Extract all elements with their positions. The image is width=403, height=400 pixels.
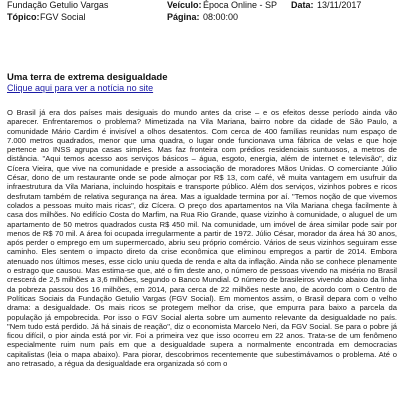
vehicle-value: Época Online - SP — [203, 0, 278, 10]
source-name: Fundação Getulio Vargas — [7, 0, 109, 10]
view-on-site-link[interactable]: Clique aqui para ver a notícia no site — [7, 83, 154, 93]
article-headline: Uma terra de extrema desigualdade — [7, 72, 168, 83]
page-label: Página: — [167, 12, 200, 22]
header-row-1 — [7, 0, 397, 12]
header-row-2 — [7, 12, 397, 24]
article-body: O Brasil já era dos países mais desiguais do mundo antes da crise – e os efeitos desse período ainda vão aparecer. Enfrentaremos o problema? Mimetizada na Vila Mariana, bairro nobre da cidade de São Paulo, a comunidade Mário Cardim é invisível a olhos desatentos. Com cerca de 400 famílias reunidas num espaço de 7.000 metros quadrados, menor que uma quadra, o lugar onde funcionava uma fábrica de velas e que hoje pertence ao INSS agrupa casas simples. Mas faz fronteira com prédios residenciais suntuosos, a metros de distância. "Aqui temos acesso aos serviços básicos – água, esgoto, energia, além de internet e televisão", diz Cícera Vieira, que vive na comunidade e preside a associação de moradores Mãos Unidas. O comerciante Júlio César, dono de um restaurante onde se pode almoçar por R$ 13, com café, vê muita vantagem em usufruir da infraestrutura da Vila Mariana, incluindo hospitais e transporte público. Além dos serviços, vizinhos pobres e ricos desfrutam também de relativa segurança na área. Mas a igualdade termina por aí. "Temos noção de que vivemos colados a pessoas muito mais ricas", diz Cícera. O preço dos apartamentos na Vila Mariana chega facilmente à casa dos milhões. No edifício Costa do Marfim, na Rua Rio Grande, quase vizinho à comunidade, o aluguel de um apartamento de 50 metros quadrados custa R$ 450 mil. Na comunidade, um imóvel de área similar pode sair por menos de R$ 70 mil. A área foi ocupada irregularmente a partir de 1972. Júlio César, morador da área há 30 anos, após perder o emprego em um supermercado, abriu seu próprio comércio. Vários de seus vizinhos seguiram esse caminho. Eles sentem o impacto direto da crise econômica que eliminou empregos a partir de 2014. Embora atenuado nos últimos meses, esse ciclo uniu queda de renda e alta da inflação. Ainda não se conhece plenamente o estrago que causou. Mas estima-se que, até o fim deste ano, o número de pessoas vivendo na miséria no Brasil crescerá de 2,5 milhões a 3,6 milhões, segundo o Banco Mundial. O número de brasileiros vivendo abaixo da linha da pobreza passou dos 16 milhões, em 2014, para cerca de 22 milhões neste ano, de acordo com o Centro de Políticas Sociais da Fundação Getulio Vargas (FGV Social). Em momentos assim, o Brasil depara com o velho drama: a desigualdade. Os mais ricos se protegem melhor da crise, que empurra para baixo a parcela da população já empobrecida. Por isso o FGV Social alerta sobre um aumento relevante da desigualdade no país. "Nem tudo está perdido. Já há sinais de reação", diz o economista Marcelo Neri, da FGV Social. Se para o pobre já ficou difícil, o pior ainda está por vir. Foi a primeira vez que isso ocorreu em 22 anos. Trata-se de um fenômeno especialmente ruim num país em que a desigualdade supera a normalmente encontrada em democracias capitalistas (leia o mapa abaixo). Para piorar, descobrimos recentemente que subestimávamos o problema. Até o ano retrasado, a régua da desigualdade era organizada só com o — [7, 108, 397, 369]
topic-value: FGV Social — [40, 12, 86, 22]
date-label: Data: — [291, 0, 314, 10]
page-value: 08:00:00 — [203, 12, 239, 22]
date-value: 13/11/2017 — [317, 0, 362, 10]
topic-label: Tópico: — [7, 12, 40, 22]
clipping-header — [7, 0, 397, 24]
vehicle-label: Veículo: — [167, 0, 202, 10]
